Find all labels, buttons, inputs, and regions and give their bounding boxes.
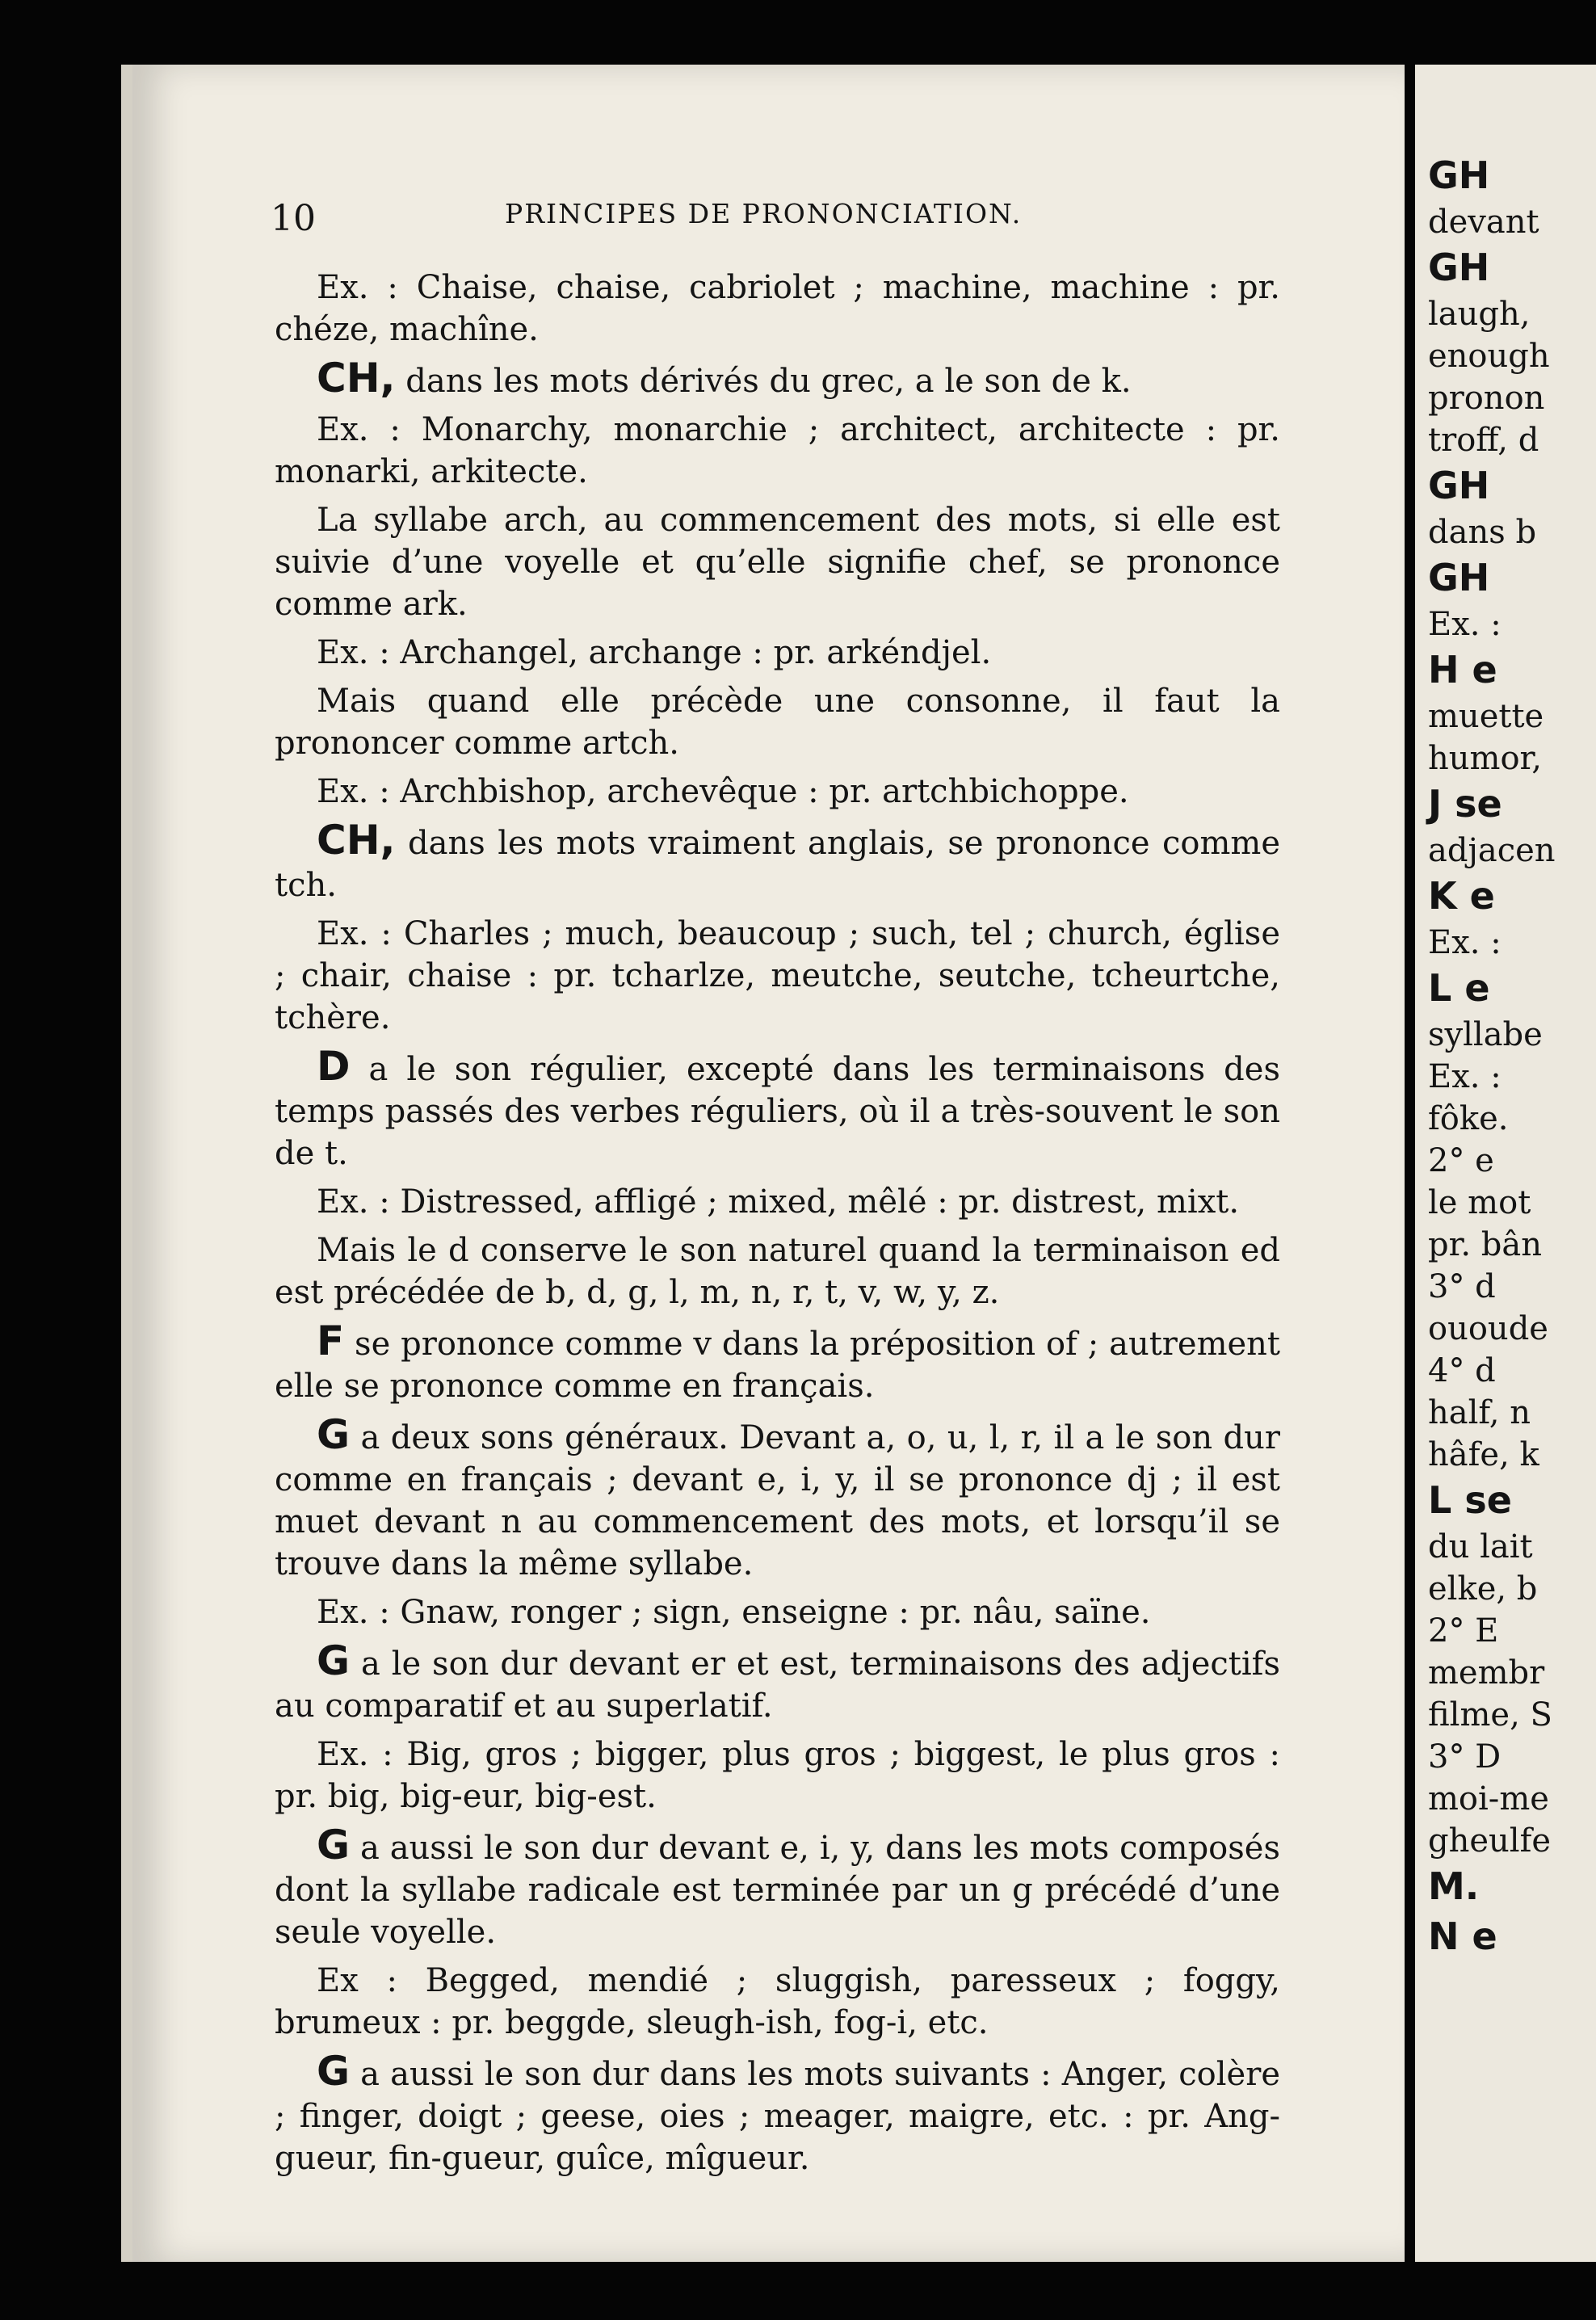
rule-paragraph — [275, 357, 1280, 402]
right-page-edge — [1415, 65, 1596, 2262]
example-paragraph — [275, 680, 1280, 764]
right-page-fragment: pronon — [1428, 380, 1545, 417]
paragraph-text: Ex. : Charles ; much, beaucoup ; such, tel ; church, église ; chair, chaise : pr. tcharlze, meutche, seutche, tcheurtche, tchère. — [275, 915, 1280, 1036]
rule-paragraph — [275, 819, 1280, 906]
rule-paragraph — [275, 1824, 1280, 1953]
right-page-fragment: N e — [1428, 1914, 1497, 1958]
example-paragraph — [275, 409, 1280, 493]
example-paragraph — [275, 1181, 1280, 1223]
right-page-fragment: 2° E — [1428, 1612, 1499, 1650]
right-page-fragment: Ex. : — [1428, 1058, 1502, 1095]
paragraph-text: Ex. : Monarchy, monarchie ; architect, architecte : pr. monarki, arkitecte. — [275, 411, 1280, 490]
rule-letter: G — [317, 1822, 351, 1868]
rule-letter: D — [317, 1043, 351, 1090]
right-page-fragment: membr — [1428, 1654, 1545, 1692]
example-paragraph — [275, 1591, 1280, 1633]
paragraph-text: Ex. : Archangel, archange : pr. arkéndjel. — [317, 634, 992, 671]
example-paragraph — [275, 1960, 1280, 2044]
right-page-fragment: Ex. : — [1428, 606, 1502, 643]
right-page-fragment: pr. bân — [1428, 1226, 1542, 1263]
right-page-fragment: troff, d — [1428, 422, 1539, 459]
paragraph-text: a le son dur devant er et est, terminaisons des adjectifs au comparatif et au superlatif. — [275, 1645, 1281, 1725]
right-page-fragment: enough — [1428, 338, 1550, 375]
running-title: PRINCIPES DE PRONONCIATION. — [505, 198, 1023, 229]
paragraph-text: Ex. : Gnaw, ronger ; sign, enseigne : pr. nâu, saïne. — [317, 1594, 1151, 1631]
right-page-fragment: 4° d — [1428, 1352, 1496, 1389]
right-page-fragment: syllabe — [1428, 1016, 1543, 1053]
paragraph-text: Ex. : Archbishop, archevêque : pr. artchbichoppe. — [317, 773, 1129, 810]
right-page-fragment: 2° e — [1428, 1142, 1494, 1179]
paragraph-text: a aussi le son dur dans les mots suivants : Anger, colère ; finger, doigt ; geese, oies ; meager, maigre, etc. : pr. Ang-gueur, fin-gueur, guîce, mîgueur. — [275, 2056, 1280, 2177]
right-page-fragment: laugh, — [1428, 296, 1531, 333]
paragraph-text: dans les mots dérivés du grec, a le son de k. — [405, 363, 1132, 400]
paragraph-text: Ex. : Big, gros ; bigger, plus gros ; biggest, le plus gros : pr. big, big-eur, big-est. — [275, 1736, 1280, 1815]
page-header — [271, 198, 1288, 246]
paragraph-text: Ex : Begged, mendié ; sluggish, paresseux ; foggy, brumeux : pr. beggde, sleugh-ish, fog-i, etc. — [275, 1962, 1280, 2041]
rule-letter: F — [317, 1318, 345, 1364]
rule-letter: G — [317, 2048, 351, 2095]
right-page-fragment: du lait — [1428, 1528, 1533, 1566]
right-page-fragment: L e — [1428, 966, 1490, 1010]
paragraph-text: dans les mots vraiment anglais, se prononce comme tch. — [275, 825, 1280, 904]
right-page-fragment: elke, b — [1428, 1570, 1538, 1608]
rule-letter: G — [317, 1411, 351, 1458]
right-page-fragment: devant — [1428, 204, 1539, 241]
right-page-fragment: GH — [1428, 556, 1490, 599]
right-page-fragment: ououde — [1428, 1310, 1548, 1347]
right-page-fragment: GH — [1428, 464, 1490, 507]
rule-paragraph — [275, 1320, 1280, 1407]
right-page-fragment: 3° d — [1428, 1268, 1496, 1305]
example-paragraph — [275, 771, 1280, 813]
right-page-fragment: hâfe, k — [1428, 1436, 1539, 1473]
paragraph-text: Ex. : Distressed, affligé ; mixed, mêlé : pr. distrest, mixt. — [317, 1183, 1240, 1221]
right-page-fragment: GH — [1428, 153, 1490, 197]
paragraph-text: Mais quand elle précède une consonne, il faut la prononcer comme artch. — [275, 683, 1280, 762]
right-page-fragment: moi-me — [1428, 1780, 1549, 1818]
rule-paragraph — [275, 2050, 1280, 2179]
right-page-fragment: L se — [1428, 1478, 1512, 1522]
rule-letter: CH, — [317, 355, 396, 401]
page-body — [275, 267, 1280, 2186]
rule-letter: CH, — [317, 817, 396, 864]
right-page-fragment: M. — [1428, 1864, 1480, 1908]
paragraph-text: a deux sons généraux. Devant a, o, u, l, r, il a le son dur comme en français ; devant e, i, y, il se prononce dj ; il est muet devant n au commencement des mots, et lorsqu’il se trouve dans la même syllabe. — [275, 1419, 1280, 1582]
right-page-fragment: adjacen — [1428, 832, 1556, 869]
example-paragraph — [275, 499, 1280, 625]
right-page-fragment: H e — [1428, 648, 1497, 691]
right-page-fragment: 3° D — [1428, 1738, 1502, 1776]
rule-letter: G — [317, 1637, 351, 1684]
right-page-fragment: humor, — [1428, 740, 1542, 777]
right-page-fragment: K e — [1428, 874, 1495, 918]
example-paragraph — [275, 913, 1280, 1039]
right-page-fragment: Ex. : — [1428, 924, 1502, 961]
paragraph-text: La syllabe arch, au commencement des mots, si elle est suivie d’une voyelle et qu’elle signifie chef, se prononce comme ark. — [275, 502, 1280, 623]
paragraph-text: Ex. : Chaise, chaise, cabriolet ; machine, machine : pr. chéze, machîne. — [275, 269, 1280, 348]
rule-paragraph — [275, 1637, 1281, 1727]
example-paragraph — [275, 267, 1280, 351]
right-page-fragment: le mot — [1428, 1184, 1531, 1221]
paragraph-text: Mais le d conserve le son naturel quand la terminaison ed est précédée de b, d, g, l, m, n, r, t, v, w, y, z. — [275, 1232, 1280, 1311]
rule-paragraph — [275, 1411, 1280, 1585]
paragraph-text: se prononce comme v dans la préposition of ; autrement elle se prononce comme en français. — [275, 1326, 1281, 1405]
example-paragraph — [275, 632, 1280, 674]
rule-paragraph — [275, 1045, 1280, 1175]
example-paragraph — [275, 1229, 1280, 1313]
right-page-fragment: half, n — [1428, 1394, 1531, 1431]
right-page-fragment: fôke. — [1428, 1100, 1509, 1137]
right-page-fragment: J se — [1428, 782, 1502, 826]
paragraph-text: a le son régulier, excepté dans les terminaisons des temps passés des verbes réguliers, où il a très-souvent le son de t. — [275, 1051, 1280, 1172]
right-page-fragment: GH — [1428, 246, 1490, 289]
right-page-fragment: filme, S — [1428, 1696, 1552, 1734]
paragraph-text: a aussi le son dur devant e, i, y, dans les mots composés dont la syllabe radicale est terminée par un g précédé d’une seule voyelle. — [275, 1830, 1280, 1951]
page-number: 10 — [271, 198, 316, 239]
right-page-fragment: dans b — [1428, 514, 1537, 551]
example-paragraph — [275, 1734, 1280, 1818]
right-page-fragment: gheulfe — [1428, 1822, 1552, 1860]
right-page-fragment: muette — [1428, 698, 1544, 735]
